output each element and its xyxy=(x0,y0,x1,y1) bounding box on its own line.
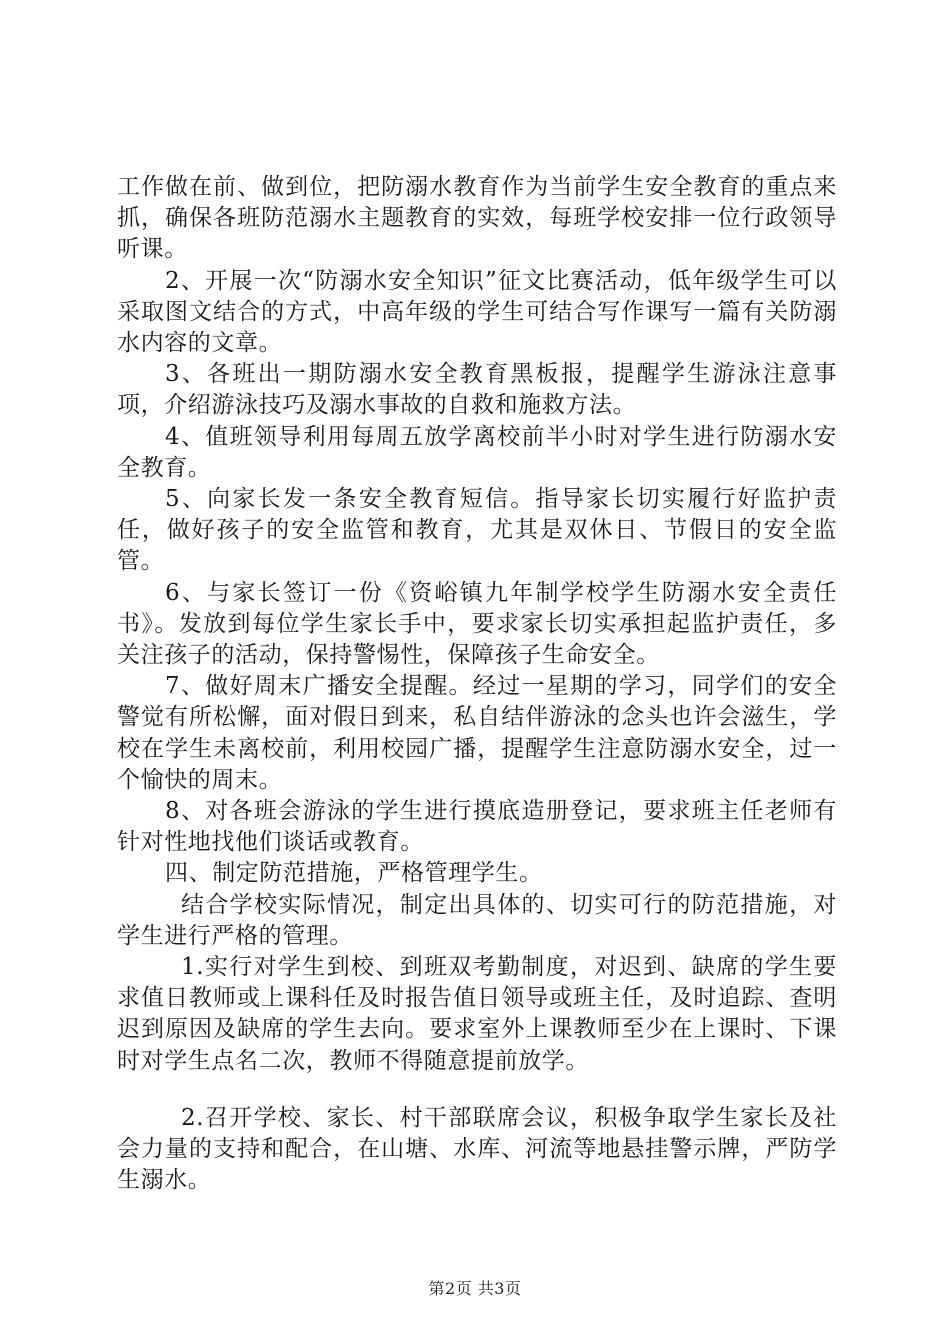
section-intro: 结合学校实际情况，制定出具体的、切实可行的防范措施，对学生进行严格的管理。 xyxy=(117,891,837,949)
document-body xyxy=(117,172,837,1197)
section-heading: 四、制定防范措施，严格管理学生。 xyxy=(165,860,543,887)
measure-item-2: 2.召开学校、家长、村干部联席会议，积极争取学生家长及社会力量的支持和配合，在山塘、水库、河流等地悬挂警示牌，严防学生溺水。 xyxy=(117,1104,837,1194)
paragraph-continuation: 工作做在前、做到位，把防溺水教育作为当前学生安全教育的重点来抓，确保各班防范溺水主题教育的实效，每班学校安排一位行政领导听课。 xyxy=(117,174,837,263)
paragraph-item-2: 2、开展一次“防溺水安全知识”征文比赛活动，低年级学生可以采取图文结合的方式，中高年级的学生可结合写作课写一篇有关防溺水内容的文章。 xyxy=(117,267,837,357)
paragraph-item-3: 3、各班出一期防溺水安全教育黑板报，提醒学生游泳注意事项，介绍游泳技巧及溺水事故的自救和施救方法。 xyxy=(117,361,837,419)
measure-item-1: 1.实行对学生到校、到班双考勤制度，对迟到、缺席的学生要求值日教师或上课科任及时报告值日领导或班主任，及时追踪、查明迟到原因及缺席的学生去向。要求室外上课教师至少在上课时、下课时对学生点名二次，教师不得随意提前放学。 xyxy=(117,954,837,1074)
paragraph-item-6: 6、与家长签订一份《资峪镇九年制学校学生防溺水安全责任书》。发放到每位学生家长手中，要求家长切实承担起监护责任，多关注孩子的活动，保持警惕性，保障孩子生命安全。 xyxy=(117,579,837,669)
paragraph-item-7: 7、做好周末广播安全提醒。经过一星期的学习，同学们的安全警觉有所松懈，面对假日到来，私自结伴游泳的念头也许会滋生，学校在学生未离校前，利用校园广播，提醒学生注意防溺水安全，过一个愉快的周末。 xyxy=(117,673,837,793)
page-number-footer: 第2页 共3页 xyxy=(428,1279,522,1298)
paragraph-item-4: 4、值班领导利用每周五放学离校前半小时对学生进行防溺水安全教育。 xyxy=(117,423,837,481)
paragraph-item-5: 5、向家长发一条安全教育短信。指导家长切实履行好监护责任，做好孩子的安全监管和教育，尤其是双休日、节假日的安全监管。 xyxy=(117,486,837,575)
paragraph-item-8: 8、对各班会游泳的学生进行摸底造册登记，要求班主任老师有针对性地找他们谈话或教育。 xyxy=(117,798,837,856)
